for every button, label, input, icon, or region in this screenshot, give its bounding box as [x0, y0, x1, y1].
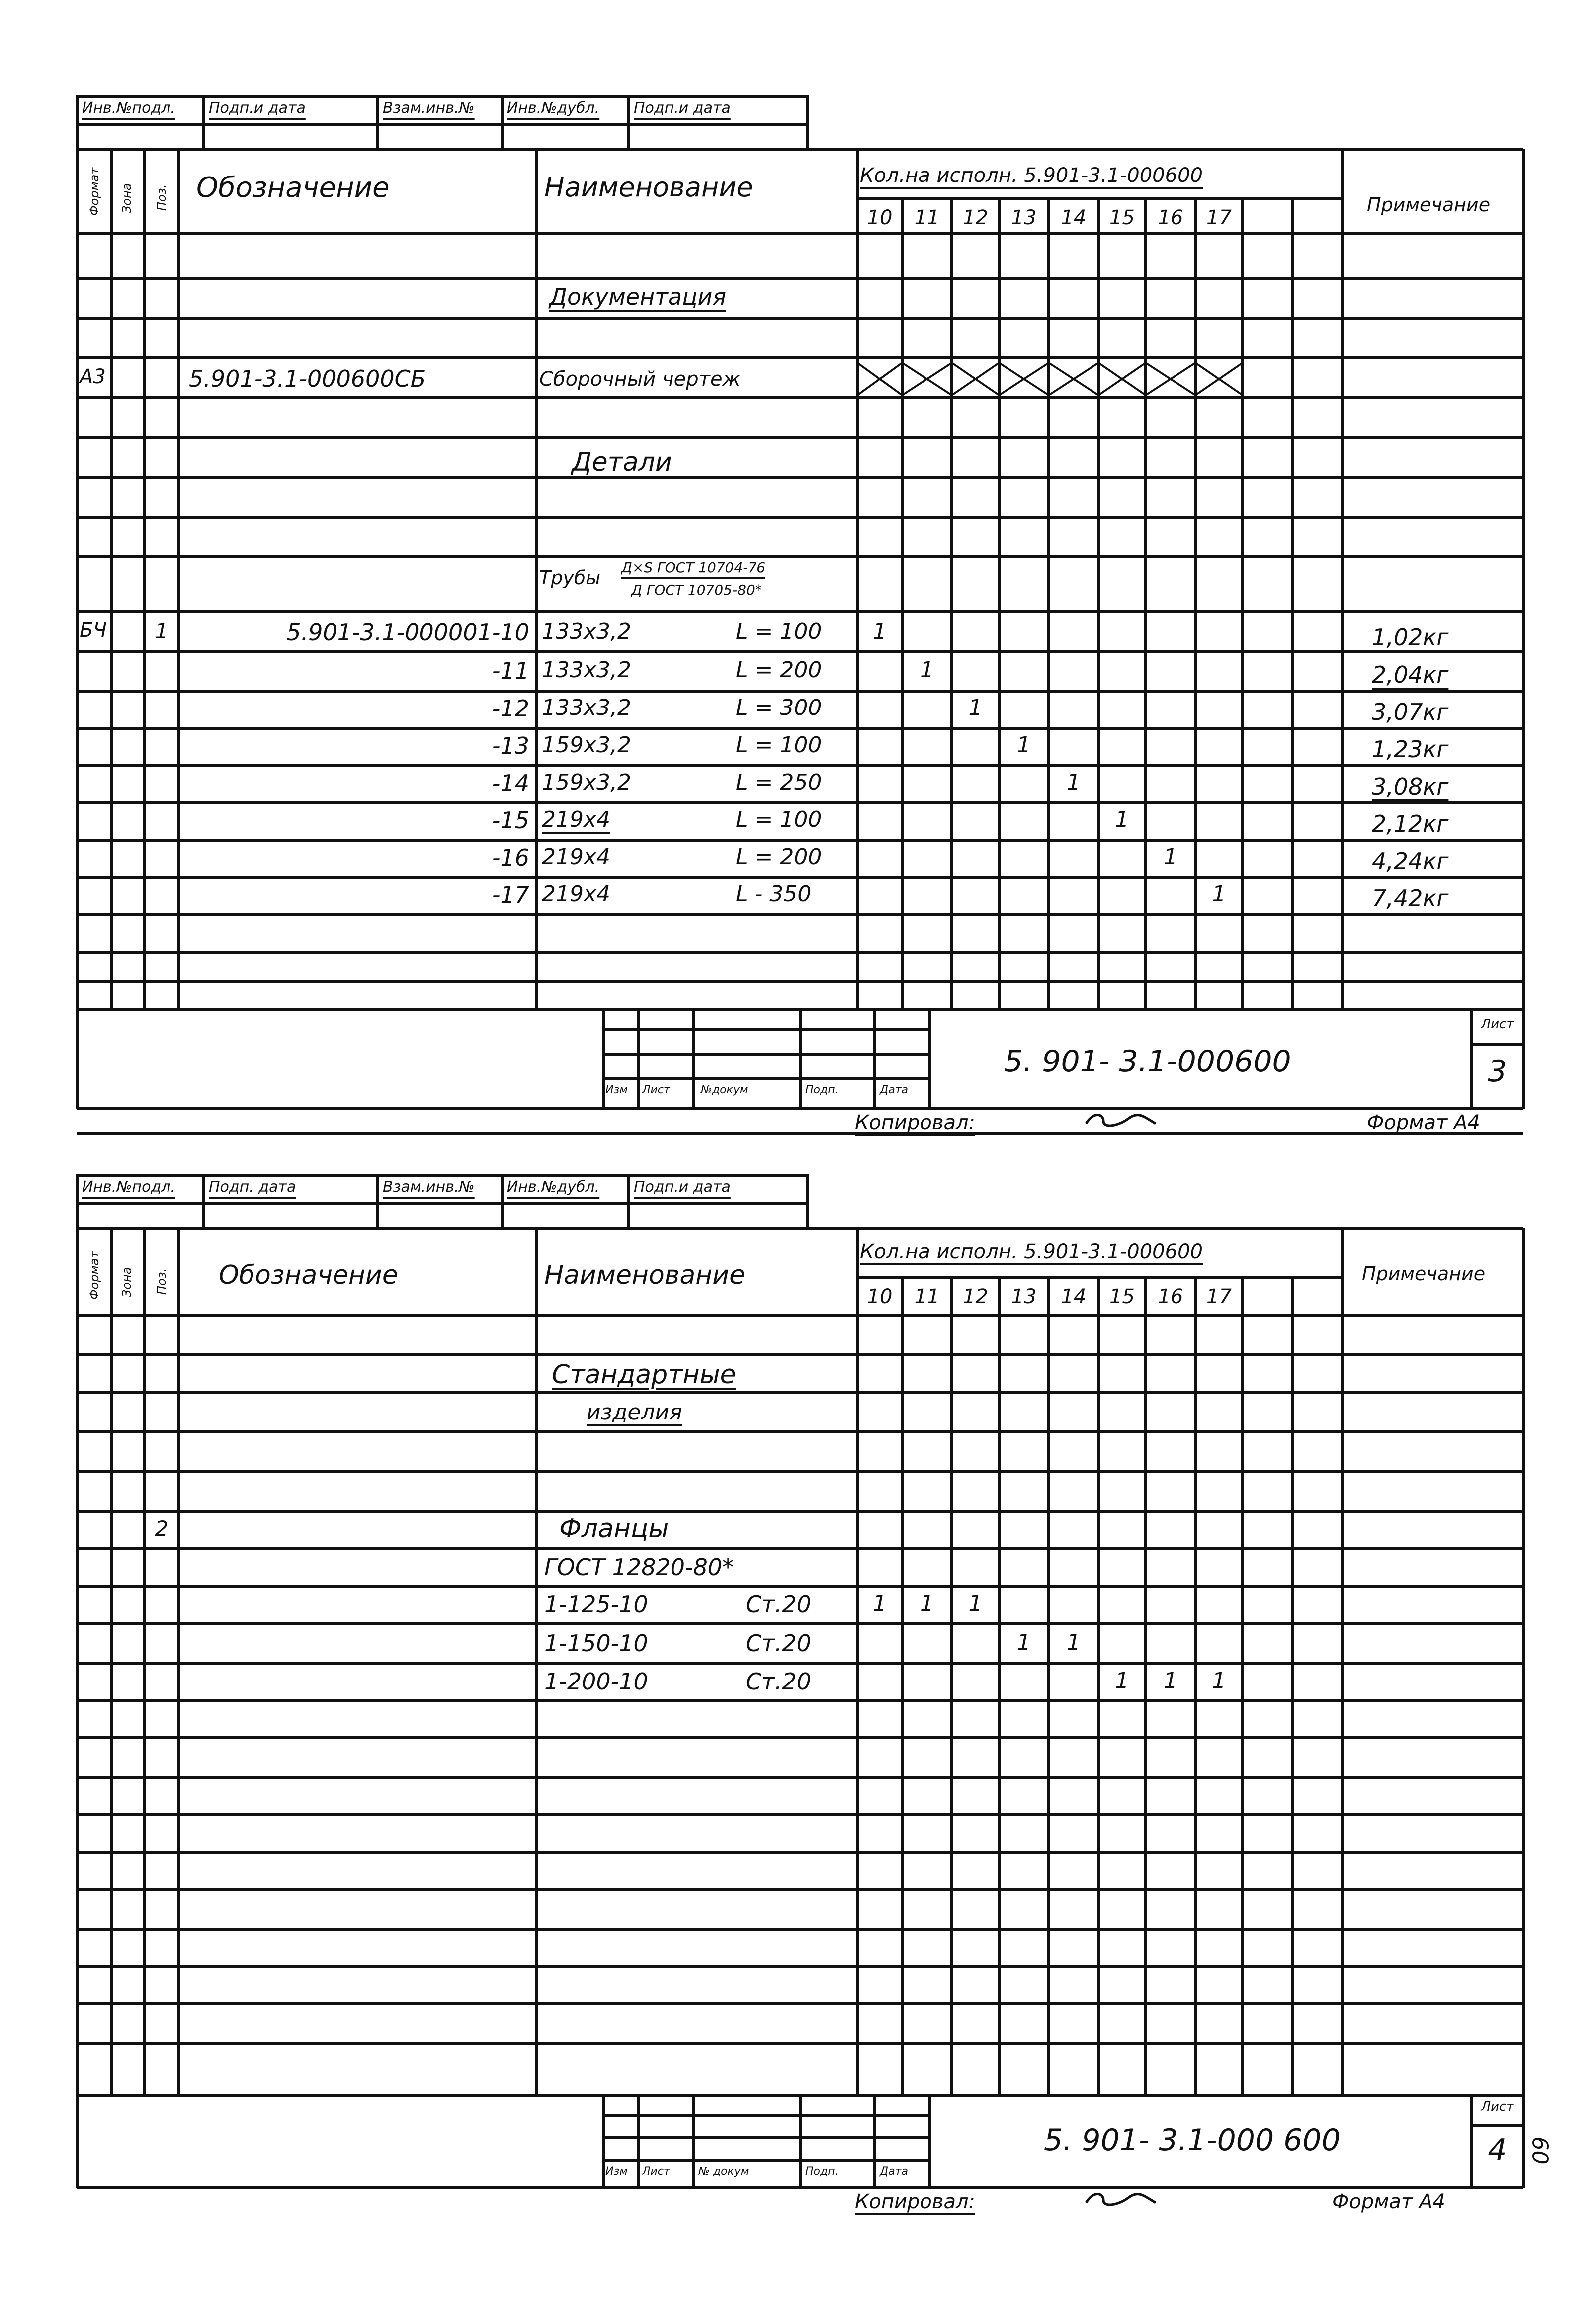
part-row-length: L - 350: [736, 882, 812, 907]
part-row-note: 7,42кг: [1372, 885, 1449, 912]
exec-14: 14: [1061, 1285, 1087, 1308]
strip-replace-inv: Взам.инв.№: [383, 1178, 475, 1196]
part-row-designation: -13: [492, 732, 529, 759]
tb-doc-number: 5. 901- 3.1-000 600: [1044, 2123, 1341, 2158]
col-pos: Поз.: [155, 184, 168, 211]
parts-pos: 1: [155, 619, 168, 643]
exec-12: 12: [963, 1285, 988, 1308]
part-row-note: 3,07кг: [1372, 699, 1449, 725]
strip-sign-date-2: Подп.и дата: [634, 99, 731, 117]
footer-copied: Копировал:: [855, 2190, 976, 2213]
tb-label-sign: Подп.: [805, 1084, 839, 1096]
flange-row-material: Ст.20: [746, 1668, 812, 1695]
doc-name: Сборочный чертеж: [539, 368, 741, 391]
tb-label-change: Изм: [605, 2165, 628, 2178]
tb-label-change: Изм: [605, 1084, 628, 1096]
part-row-note: 1,23кг: [1372, 736, 1449, 763]
part-row-length: L = 300: [736, 695, 822, 720]
tb-sheet-number: 4: [1488, 2133, 1507, 2168]
col-format: Формат: [87, 1251, 101, 1300]
part-row-designation: 5.901-3.1-000001-10: [286, 619, 529, 646]
section-standard-items: Стандартные: [552, 1360, 736, 1390]
flange-row-qty: 1: [1212, 1668, 1226, 1693]
tb-sheet-label: Лист: [1481, 1017, 1514, 1032]
part-row-designation: -15: [492, 807, 529, 834]
flange-row-size: 1-150-10: [544, 1630, 648, 1657]
tb-label-doc: №докум: [701, 1084, 748, 1096]
flange-row-qty: 1: [873, 1591, 887, 1616]
tb-label-sheet: Лист: [642, 2165, 670, 2178]
doc-format: А3: [80, 365, 106, 388]
footer-format: Формат А4: [1367, 1111, 1480, 1134]
col-name: Наименование: [544, 172, 753, 203]
part-row-designation: -14: [492, 770, 529, 797]
exec-11: 11: [914, 1285, 940, 1308]
exec-15: 15: [1109, 1285, 1135, 1308]
part-row-size: 133x3,2: [542, 657, 631, 683]
tb-label-sheet: Лист: [642, 1084, 670, 1096]
footer-signature-icon: [1084, 1109, 1158, 1136]
col-zone: Зона: [120, 1267, 134, 1297]
flange-row-qty: 1: [968, 1591, 983, 1616]
exec-12: 12: [963, 206, 988, 229]
part-row-designation: -12: [492, 695, 529, 722]
part-row-length: L = 100: [736, 807, 822, 832]
flange-row-material: Ст.20: [746, 1630, 812, 1657]
footer-copied: Копировал:: [855, 1111, 976, 1134]
part-row-qty: 1: [1164, 844, 1177, 870]
flange-row-qty: 1: [1067, 1630, 1081, 1655]
part-row-designation: -11: [492, 657, 529, 684]
part-row-qty: 1: [920, 657, 934, 683]
pipes-std-bottom: Д ГОСТ 10705-80*: [631, 582, 762, 598]
col-qty-title: Кол.на исполн. 5.901-3.1-000600: [860, 164, 1203, 187]
part-row-length: L = 200: [736, 844, 822, 870]
footer-signature-icon: [1084, 2188, 1158, 2215]
strip-sign-date-2: Подп.и дата: [634, 1178, 731, 1196]
side-page-mark: 60: [1527, 2136, 1553, 2165]
exec-14: 14: [1061, 206, 1087, 229]
tb-label-sign: Подп.: [805, 2165, 839, 2178]
flange-row-qty: 1: [1017, 1630, 1031, 1655]
col-format: Формат: [87, 167, 101, 216]
strip-sign-date: Подп. дата: [209, 1178, 296, 1196]
part-row-qty: 1: [1017, 732, 1031, 758]
flange-row-qty: 1: [1164, 1668, 1177, 1693]
section-standard-items-2: изделия: [587, 1400, 682, 1425]
flange-row-qty: 1: [1115, 1668, 1129, 1693]
exec-10: 10: [867, 206, 893, 229]
part-row-note: 3,08кг: [1372, 773, 1449, 800]
tb-label-doc: № докум: [698, 2165, 749, 2178]
tb-sheet-label: Лист: [1481, 2099, 1514, 2114]
part-row-qty: 1: [1115, 807, 1129, 832]
part-row-qty: 1: [968, 695, 983, 720]
col-pos: Поз.: [155, 1268, 168, 1295]
part-row-qty: 1: [1067, 770, 1081, 795]
exec-17: 17: [1206, 206, 1232, 229]
part-row-length: L = 100: [736, 619, 822, 644]
tb-label-date: Дата: [880, 2165, 908, 2178]
part-row-length: L = 100: [736, 732, 822, 758]
part-row-note: 1,02кг: [1372, 624, 1449, 651]
exec-10: 10: [867, 1285, 893, 1308]
part-row-size: 159x3,2: [542, 732, 631, 758]
part-row-note: 4,24кг: [1372, 848, 1449, 875]
part-row-designation: -17: [492, 882, 529, 908]
col-designation: Обозначение: [219, 1260, 398, 1290]
col-note: Примечание: [1367, 194, 1491, 216]
part-row-size: 159x3,2: [542, 770, 631, 795]
strip-inv-duplicate: Инв.№дубл.: [507, 1178, 600, 1196]
col-qty-title: Кол.на исполн. 5.901-3.1-000600: [860, 1240, 1203, 1263]
flanges-label: Фланцы: [559, 1514, 669, 1544]
part-row-qty: 1: [873, 619, 887, 644]
exec-15: 15: [1109, 206, 1135, 229]
flanges-pos: 2: [155, 1516, 168, 1541]
flanges-std: ГОСТ 12820-80*: [544, 1554, 734, 1581]
flange-row-size: 1-200-10: [544, 1668, 648, 1695]
parts-format: БЧ: [80, 619, 107, 642]
col-designation: Обозначение: [196, 172, 390, 204]
strip-replace-inv: Взам.инв.№: [383, 99, 475, 117]
col-name: Наименование: [544, 1260, 746, 1290]
part-row-qty: 1: [1212, 882, 1226, 907]
part-row-size: 133x3,2: [542, 619, 631, 644]
pipes-std-top: Д×S ГОСТ 10704-76: [621, 559, 766, 576]
part-row-length: L = 200: [736, 657, 822, 683]
exec-16: 16: [1158, 206, 1183, 229]
part-row-size: 219x4: [542, 882, 611, 907]
part-row-note: 2,12кг: [1372, 810, 1449, 837]
exec-13: 13: [1011, 206, 1037, 229]
col-note: Примечание: [1362, 1263, 1486, 1285]
exec-16: 16: [1158, 1285, 1183, 1308]
strip-inv-duplicate: Инв.№дубл.: [507, 99, 600, 117]
pipes-label: Трубы: [539, 567, 601, 589]
section-parts: Детали: [572, 447, 672, 477]
flange-row-qty: 1: [920, 1591, 934, 1616]
doc-designation: 5.901-3.1-000600СБ: [189, 365, 426, 392]
exec-13: 13: [1011, 1285, 1037, 1308]
footer-format: Формат А4: [1332, 2190, 1445, 2213]
part-row-designation: -16: [492, 844, 529, 871]
strip-inv-original: Инв.№подл.: [82, 99, 175, 117]
strip-sign-date: Подп.и дата: [209, 99, 306, 117]
tb-sheet-number: 3: [1488, 1054, 1507, 1089]
tb-doc-number: 5. 901- 3.1-000600: [1004, 1044, 1291, 1079]
part-row-size: 219x4: [542, 807, 611, 832]
part-row-note: 2,04кг: [1372, 661, 1449, 688]
col-zone: Зона: [120, 183, 134, 213]
exec-11: 11: [914, 206, 940, 229]
flange-row-material: Ст.20: [746, 1591, 812, 1618]
flange-row-size: 1-125-10: [544, 1591, 648, 1618]
part-row-size: 133x3,2: [542, 695, 631, 720]
exec-17: 17: [1206, 1285, 1232, 1308]
strip-inv-original: Инв.№подл.: [82, 1178, 175, 1196]
tb-label-date: Дата: [880, 1084, 908, 1096]
section-documentation: Документация: [549, 283, 727, 310]
part-row-length: L = 250: [736, 770, 822, 795]
part-row-size: 219x4: [542, 844, 611, 870]
